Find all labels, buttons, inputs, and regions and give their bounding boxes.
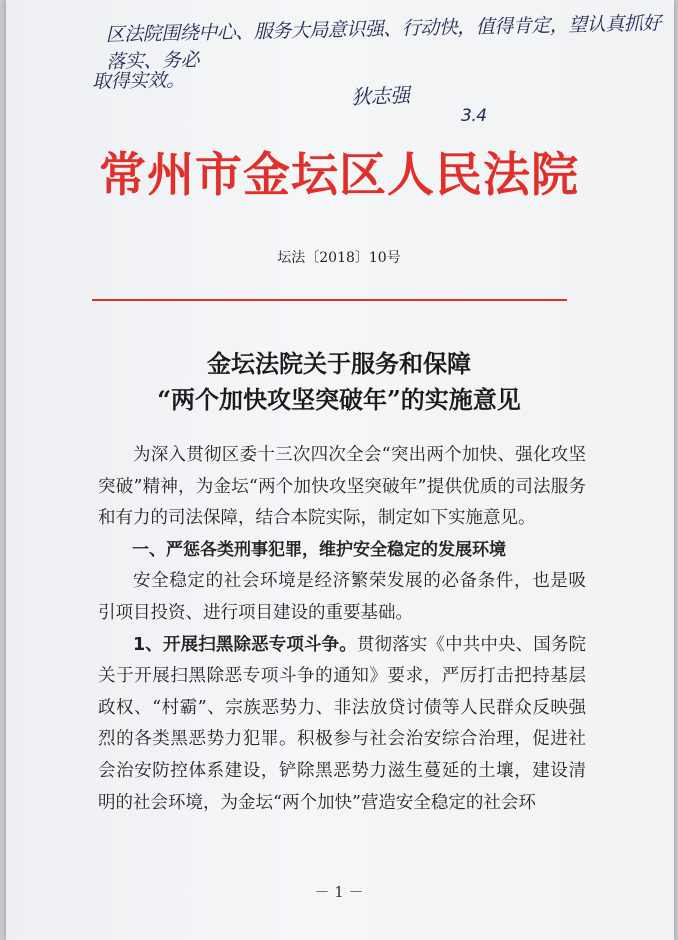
document-number: 坛法〔2018〕10号: [277, 250, 401, 266]
intro-paragraph: 为深入贯彻区委十三次四次全会“突出两个加快、强化攻坚突破”精神，为金坛“两个加快攻坚突破年”提供优质的司法服务和有力的司法保障，结合本院实际，制定如下实施意见。: [98, 445, 586, 529]
handwritten-comment-line1: 区法院围绕中心、服务大局意识强、行动快，值得肯定，望认真抓好落实、务必: [105, 12, 661, 73]
page-number: － 1 －: [314, 883, 364, 901]
handwritten-signature: 狄志强: [350, 82, 410, 110]
section-paragraph: 安全稳定的社会环境是经济繁荣发展的必备条件，也是吸引项目投资、进行项目建设的重要基础。: [98, 571, 586, 623]
document-title-line1: 金坛法院关于服务和保障: [207, 349, 471, 378]
item-lead: 1、开展扫黑除恶专项斗争。: [133, 634, 357, 655]
document-title-line2: “两个加快攻坚突破年”的实施意见: [157, 385, 521, 414]
issuing-organization-header: 常州市金坛区人民法院: [99, 148, 579, 203]
handwritten-comment-line2: 取得实效。: [91, 69, 185, 93]
section-heading: 一、严惩各类刑事犯罪，维护安全稳定的发展环境: [132, 539, 506, 560]
handwritten-date: 3.4: [461, 106, 487, 126]
document-body: [98, 440, 586, 819]
item-text: 贯彻落实《中共中央、国务院关于开展扫黑除恶专项斗争的通知》要求，严厉打击把持基层政权、“村霸”、宗族恶势力、非法放贷讨债等人民群众反映强烈的各类黑恶势力犯罪。积极参与社会治安综合治理，促进社会治安防控体系建设，铲除黑恶势力滋生蔓延的土壤，建设清明的社会环境，为金坛“两个加快”营造安全稳定的社会环: [98, 634, 586, 813]
item-paragraph: [98, 630, 586, 820]
red-divider-line: [92, 299, 567, 301]
